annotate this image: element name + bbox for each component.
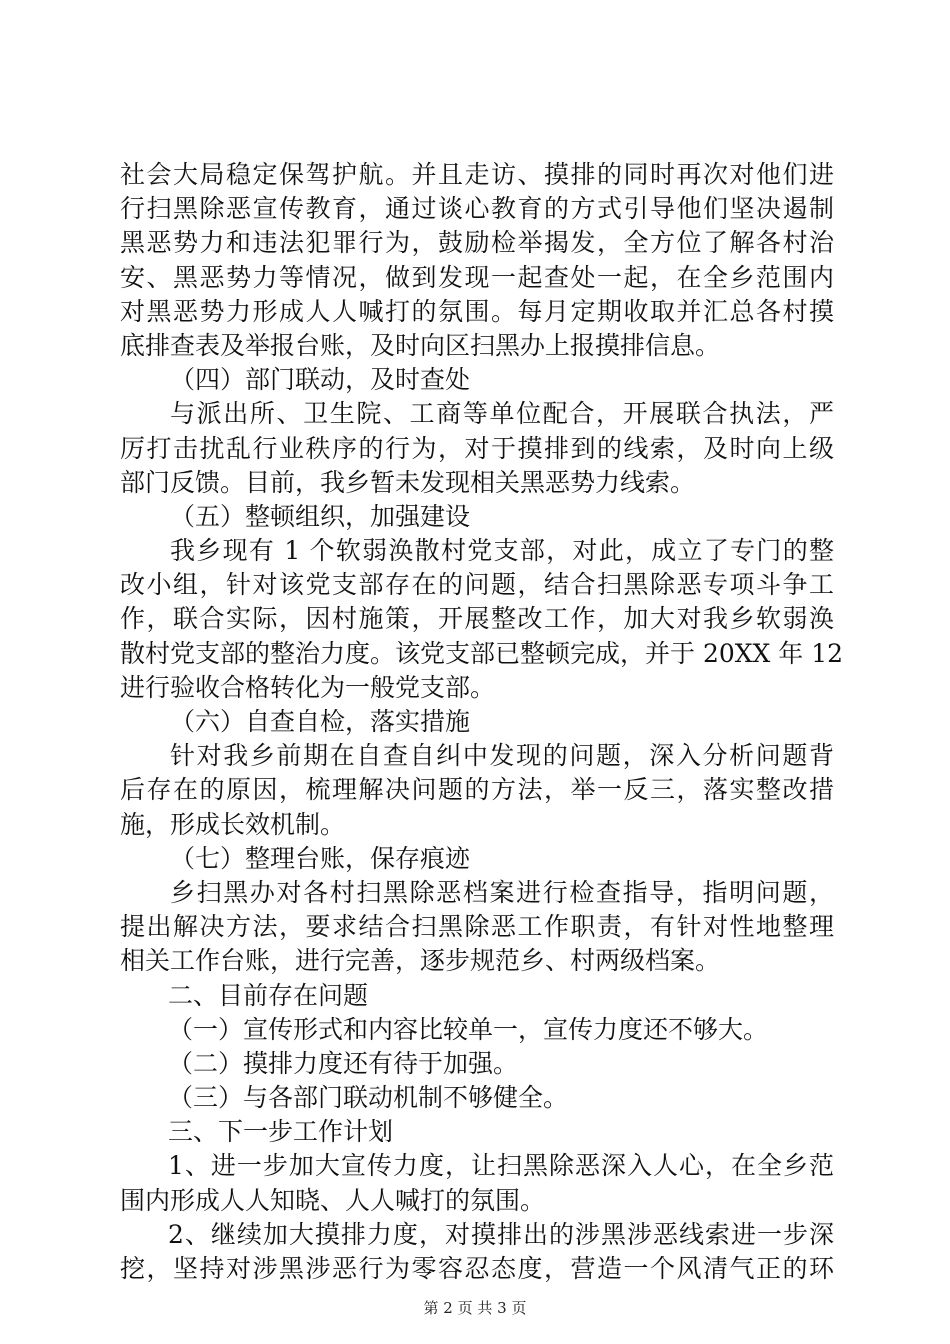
problem-item: （二）摸排力度还有待于加强。 — [168, 1048, 519, 1078]
section-heading: 二、目前存在问题 — [168, 980, 369, 1010]
plan-item: 1、进一步加大宣传力度，让扫黑除恶深入人心，在全乡范 — [168, 1151, 834, 1181]
problem-item: （三）与各部门联动机制不够健全。 — [168, 1083, 569, 1113]
paragraph-line: 作，联合实际，因村施策，开展整改工作，加大对我乡软弱涣 — [120, 604, 834, 634]
paragraph-line: 后存在的原因，梳理解决问题的方法，举一反三，落实整改措 — [120, 775, 834, 805]
paragraph-line: 提出解决方法，要求结合扫黑除恶工作职责，有针对性地整理 — [120, 912, 834, 942]
section-heading: （七）整理台账，保存痕迹 — [170, 843, 471, 873]
problem-item: （一）宣传形式和内容比较单一，宣传力度还不够大。 — [168, 1014, 769, 1044]
plan-item: 2、继续加大摸排力度，对摸排出的涉黑涉恶线索进一步深 — [168, 1219, 834, 1249]
paragraph-line: 与派出所、卫生院、工商等单位配合，开展联合执法，严 — [170, 399, 834, 429]
paragraph-line: 安、黑恶势力等情况，做到发现一起查处一起，在全乡范围内 — [120, 262, 834, 292]
paragraph-line: 行扫黑除恶宣传教育，通过谈心教育的方式引导他们坚决遏制 — [120, 194, 834, 224]
paragraph-line: 社会大局稳定保驾护航。并且走访、摸排的同时再次对他们进 — [120, 160, 834, 189]
document-body — [120, 158, 844, 1286]
page-number-footer: 第 2 页 共 3 页 — [423, 1299, 527, 1317]
paragraph-line: 乡扫黑办对各村扫黑除恶档案进行检查指导，指明问题， — [170, 877, 834, 907]
paragraph-line: 改小组，针对该党支部存在的问题，结合扫黑除恶专项斗争工 — [120, 570, 834, 600]
paragraph-line: 黑恶势力和违法犯罪行为，鼓励检举揭发，全方位了解各村治 — [120, 228, 834, 258]
paragraph-line: 相关工作台账，进行完善，逐步规范乡、村两级档案。 — [120, 946, 721, 976]
section-heading: （四）部门联动，及时查处 — [170, 365, 471, 395]
paragraph-line: 挖，坚持对涉黑涉恶行为零容忍态度，营造一个风清气正的环 — [120, 1254, 834, 1283]
paragraph-line: 底排查表及举报台账，及时向区扫黑办上报摸排信息。 — [120, 330, 721, 360]
paragraph-line: 针对我乡前期在自查自纠中发现的问题，深入分析问题背 — [170, 741, 834, 771]
paragraph-line: 部门反馈。目前，我乡暂未发现相关黑恶势力线索。 — [120, 467, 696, 497]
paragraph-line: 厉打击扰乱行业秩序的行为，对于摸排到的线索，及时向上级 — [120, 433, 834, 463]
paragraph-line: 我乡现有 1 个软弱涣散村党支部，对此，成立了专门的整 — [170, 536, 834, 566]
paragraph-line: 围内形成人人知晓、人人喊打的氛围。 — [120, 1185, 546, 1215]
section-heading: （五）整顿组织，加强建设 — [170, 501, 471, 531]
section-heading: （六）自查自检，落实措施 — [170, 707, 471, 736]
section-heading: 三、下一步工作计划 — [168, 1117, 394, 1147]
paragraph-line: 对黑恶势力形成人人喊打的氛围。每月定期收取并汇总各村摸 — [120, 296, 834, 326]
paragraph-line: 散村党支部的整治力度。该党支部已整顿完成，并于 20XX 年 12 — [120, 638, 844, 668]
paragraph-line: 进行验收合格转化为一般党支部。 — [120, 672, 496, 702]
paragraph-line: 施，形成长效机制。 — [120, 809, 346, 839]
